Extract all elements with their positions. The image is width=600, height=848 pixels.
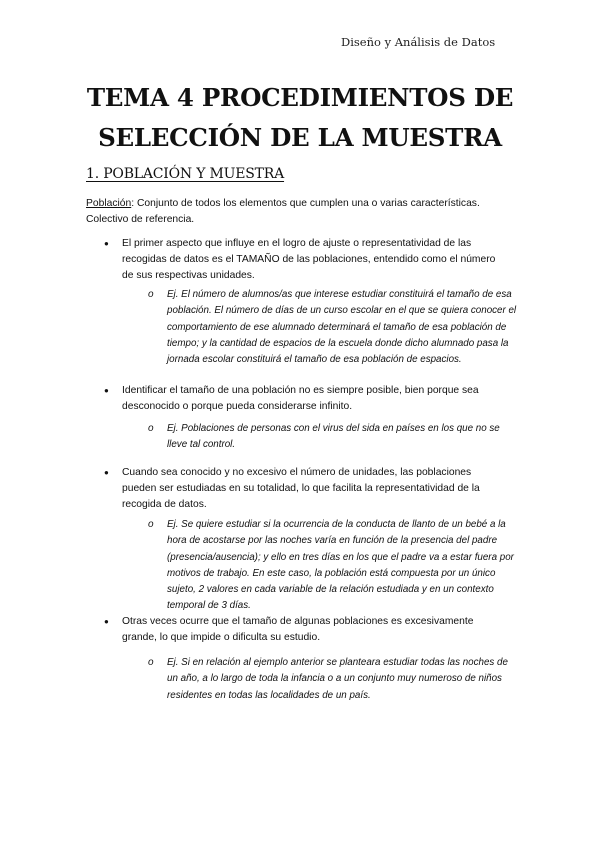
section-heading: 1. POBLACIÓN Y MUESTRA xyxy=(86,166,285,182)
document-title xyxy=(0,78,600,158)
bullet-text: Cuando sea conocido y no excesivo el número de unidades, las poblaciones pueden ser estudiadas en su totalidad, lo que facilita la representatividad de la recogida de datos. xyxy=(122,467,480,510)
definition-text: : Conjunto de todos los elementos que cumplen una o varias características. Colectivo de referencia. xyxy=(86,198,480,225)
bullet-marker: ● xyxy=(104,617,109,626)
bullet-text: Otras veces ocurre que el tamaño de algunas poblaciones es excesivamente grande, lo que impide o dificulta su estudio. xyxy=(122,616,474,643)
definition-paragraph xyxy=(86,196,506,228)
example-text: Ej. Si en relación al ejemplo anterior se planteara estudiar todas las noches de un año, a lo largo de toda la infancia o a un conjunto muy numeroso de niños residentes en todas las localidades de un país. xyxy=(167,657,508,701)
definition-term: Población xyxy=(86,198,132,209)
bullet-marker: ● xyxy=(104,239,109,248)
bullet-marker: ● xyxy=(104,386,109,395)
example-text: Ej. El número de alumnos/as que interese estudiar constituirá el tamaño de esa población. El número de días de un curso escolar en el que se quiera conocer el comportamiento de ese alumnado determinará el tamaño de esa población de tiempo; y la cantidad de espacios de la escuela donde dicho alumnado pasa la jornada escolar constituirá el tamaño de esa población de espacios. xyxy=(167,289,517,366)
bullet-marker: ● xyxy=(104,468,109,477)
sub-bullet-marker: o xyxy=(148,423,154,434)
bullet-text: El primer aspecto que influye en el logro de ajuste o representatividad de las recogidas de datos es el TAMAÑO de las poblaciones, entendido como el número de sus respectivas unidades. xyxy=(122,238,496,281)
sub-bullet-marker: o xyxy=(148,657,154,668)
title-line-2: SELECCIÓN DE LA MUESTRA xyxy=(98,123,502,152)
sub-bullet-marker: o xyxy=(148,519,154,530)
bullet-text: Identificar el tamaño de una población no es siempre posible, bien porque sea desconocido o porque pueda considerarse infinito. xyxy=(122,385,479,412)
example-text: Ej. Poblaciones de personas con el virus del sida en países en los que no se lleve tal control. xyxy=(167,423,500,451)
title-line-1: TEMA 4 PROCEDIMIENTOS DE xyxy=(86,83,514,112)
running-header: Diseño y Análisis de Datos xyxy=(341,35,496,49)
example-text: Ej. Se quiere estudiar si la ocurrencia de la conducta de llanto de un bebé a la hora de acostarse por las noches varía en función de la presencia del padre (presencia/ausencia); y ello en tres días en los que el padre va a estar fuera por motivos de trabajo. En este caso, la población está compuesta por un único sujeto, 2 valores en cada variable de la relación estudiada y en un contexto temporal de 3 días. xyxy=(167,519,514,612)
sub-bullet-marker: o xyxy=(148,289,154,300)
